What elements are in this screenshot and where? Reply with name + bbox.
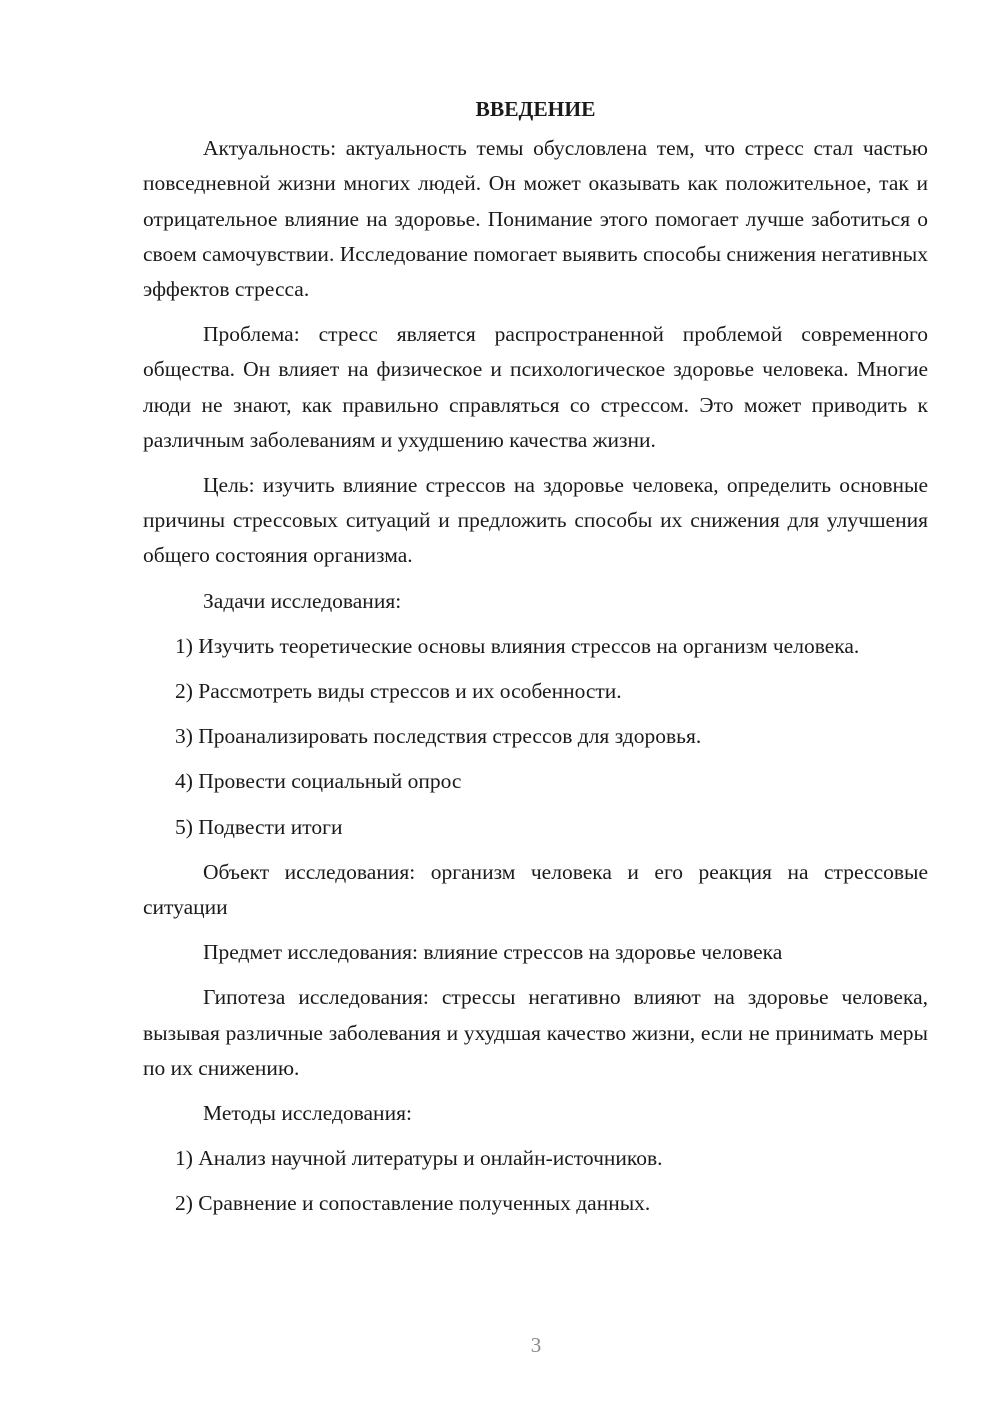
page-number: 3 xyxy=(530,1333,542,1357)
method-item-2: 2) Сравнение и сопоставление полученных данных. xyxy=(175,1191,651,1216)
hypothesis-paragraph: Гипотеза исследования: стрессы негативно влияют на здоровье человека, вызывая различные заболевания и ухудшая качество жизни, если не принимать меры по их снижению. xyxy=(143,985,928,1080)
object-paragraph: Объект исследования: организм человека и его реакция на стрессовые ситуации xyxy=(143,859,928,920)
task-item-5: 5) Подвести итоги xyxy=(175,814,343,839)
method-item-1: 1) Анализ научной литературы и онлайн-источников. xyxy=(175,1146,663,1171)
subject-paragraph: Предмет исследования: влияние стрессов на здоровье человека xyxy=(203,940,783,965)
task-item-1: 1) Изучить теоретические основы влияния стрессов на организм человека. xyxy=(175,633,860,658)
goal-paragraph: Цель: изучить влияние стрессов на здоровье человека, определить основные причины стрессовых ситуаций и предложить способы их снижения для улучшения общего состояния организма. xyxy=(143,473,928,568)
page-title: ВВЕДЕНИЕ xyxy=(475,97,596,121)
task-item-2: 2) Рассмотреть виды стрессов и их особенности. xyxy=(175,679,622,704)
document-page xyxy=(143,92,928,1222)
task-item-4: 4) Провести социальный опрос xyxy=(175,769,462,794)
problem-paragraph: Проблема: стресс является распространенной проблемой современного общества. Он влияет на физическое и психологическое здоровье человека. Многие люди не знают, как правильно справляться со стрессом. Это может приводить к различным заболеваниям и ухудшению качества жизни. xyxy=(143,322,928,452)
relevance-paragraph: Актуальность: актуальность темы обусловлена тем, что стресс стал частью повседневной жизни многих людей. Он может оказывать как положительное, так и отрицательное влияние на здоровье. Понимание этого помогает лучше заботиться о своем самочувствии. Исследование помогает выявить способы снижения негативных эффектов стресса. xyxy=(143,136,928,302)
task-item-3: 3) Проанализировать последствия стрессов для здоровья. xyxy=(175,724,702,749)
methods-heading: Методы исследования: xyxy=(203,1101,412,1126)
tasks-heading: Задачи исследования: xyxy=(203,588,402,613)
